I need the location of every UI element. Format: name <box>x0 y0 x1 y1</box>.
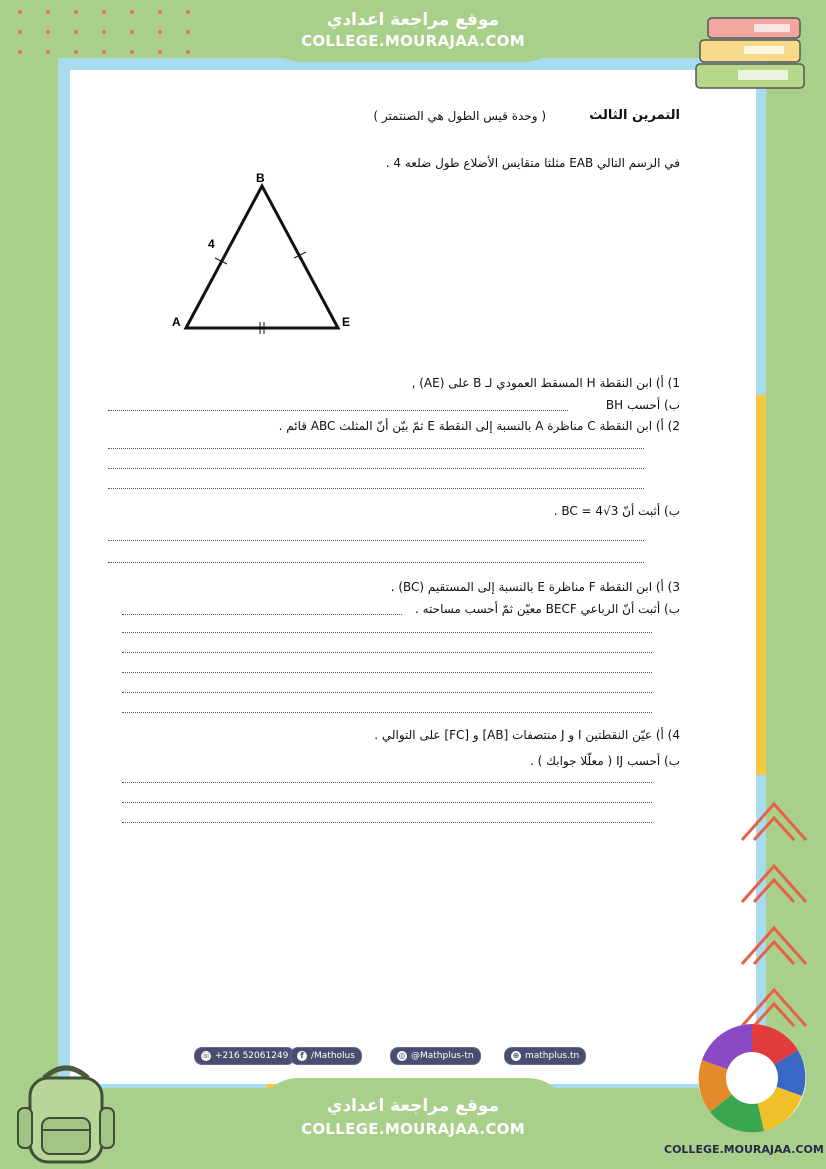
answer-line <box>122 692 652 693</box>
answer-line <box>122 822 652 823</box>
vertex-label-b: B <box>256 172 265 185</box>
equilateral-triangle-figure <box>170 172 360 342</box>
site-name-arabic: موقع مراجعة اعدادي <box>326 1096 500 1116</box>
answer-line <box>108 488 644 489</box>
answer-line <box>122 652 652 653</box>
unit-note: ( وحدة قيس الطول هي الصنتمتر ) <box>373 109 546 123</box>
answer-line <box>108 540 644 541</box>
question-3a: 3) أ) ابن النقطة F مناظرة E بالنسبة إلى المستقيم (BC) . <box>390 580 680 594</box>
instagram-link[interactable]: ◎ @Mathplus-tn <box>390 1047 481 1065</box>
instagram-icon: ◎ <box>398 1051 406 1060</box>
question-4a: 4) أ) عيّن النقطتين I و J منتصفات [AB] و [FC] على التوالي . <box>374 728 680 742</box>
phone-link[interactable]: ☏ +216 52061249 <box>194 1047 295 1065</box>
vertex-label-a: A <box>172 315 181 329</box>
whatsapp-icon: ☏ <box>201 1051 212 1060</box>
answer-line <box>122 632 652 633</box>
side-length-label: 4 <box>208 237 215 251</box>
question-3b: ب) أثبت أنّ الرباعي BECF معيّن ثمّ أحسب مساحته . <box>414 602 680 616</box>
facebook-link[interactable]: f /Matholus <box>290 1047 362 1065</box>
facebook-icon: f <box>297 1051 307 1061</box>
chevron-up-decoration-icon <box>734 790 814 1040</box>
answer-line <box>108 468 644 469</box>
question-1a: 1) أ) ابن النقطة H المسقط العمودي لـ B على (AE) , <box>411 376 680 390</box>
books-icon <box>694 14 822 96</box>
subjects-badge-icon <box>694 1020 810 1136</box>
exercise-title: التمرين الثالث <box>589 108 680 123</box>
question-4b: ب) أحسب IJ ( معلّلا جوابك ) . <box>530 754 680 768</box>
answer-line <box>122 672 652 673</box>
answer-line <box>122 712 652 713</box>
answer-line <box>122 782 652 783</box>
exercise-intro: في الرسم التالي EAB مثلثا متقايس الأضلاع طول ضلعه 4 . <box>385 156 680 170</box>
site-domain[interactable]: COLLEGE.MOURAJAA.COM <box>301 32 525 50</box>
answer-line <box>122 802 652 803</box>
question-2b: ب) أثبت أنّ BC = 4√3 . <box>553 504 680 518</box>
site-footer <box>258 1078 568 1169</box>
site-name-arabic: موقع مراجعة اعدادي <box>326 10 500 30</box>
backpack-icon <box>14 1058 118 1166</box>
question-1b: ب) أحسب BH <box>605 398 680 412</box>
badge-domain[interactable]: COLLEGE.MOURAJAA.COM <box>664 1143 824 1156</box>
exercise-document <box>96 96 686 1036</box>
site-domain[interactable]: COLLEGE.MOURAJAA.COM <box>301 1120 525 1138</box>
site-header <box>262 0 564 62</box>
answer-line <box>108 410 568 411</box>
answer-line <box>108 448 644 449</box>
dot-grid-decoration <box>14 8 214 56</box>
answer-line <box>122 614 402 615</box>
question-2a: 2) أ) ابن النقطة C مناظرة A بالنسبة إلى النقطة E ثمّ بيّن أنّ المثلث ABC قائم . <box>278 419 680 433</box>
website-link[interactable]: ⊕ mathplus.tn <box>504 1047 586 1065</box>
answer-line <box>108 562 644 563</box>
globe-icon: ⊕ <box>512 1051 520 1060</box>
vertex-label-e: E <box>342 315 351 329</box>
